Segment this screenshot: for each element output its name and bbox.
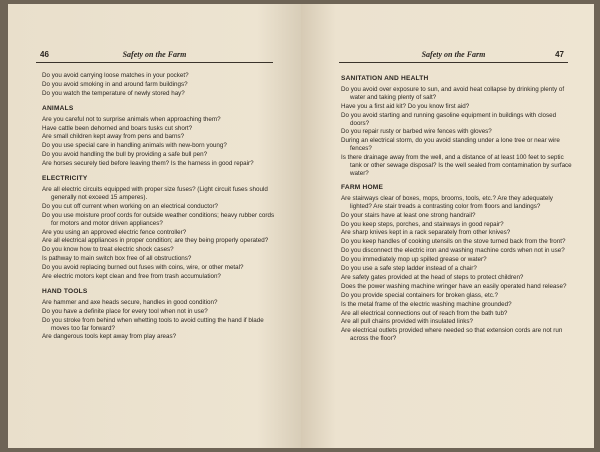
list-item: During an electrical storm, do you avoid standing under a lone tree or near wire fences? (341, 137, 560, 153)
right-page-header (339, 48, 568, 63)
list-item: Does the power washing machine wringer have an easily operated hand release? (341, 282, 567, 290)
list-item: Do you provide special containers for broken glass, etc.? (341, 291, 499, 299)
left-page-content (42, 72, 279, 342)
section-heading-hand-tools: HAND TOOLS (42, 287, 88, 295)
list-item: Do you avoid over exposure to sun, and avoid heat collapse by drinking plenty of water and taking plenty of salt? (341, 85, 565, 101)
list-item: Is pathway to main switch box free of all obstructions? (42, 255, 192, 263)
list-item: Are sharp knives kept in a rack separately from other knives? (341, 229, 511, 237)
running-title: Safety on the Farm (122, 50, 187, 59)
list-item: Do you stroke from behind when whetting tools to avoid cutting the hand if blade moves too far forward? (42, 316, 264, 332)
list-item: Is the metal frame of the electric washing machine grounded? (341, 300, 512, 308)
list-item: Are safety gates provided at the head of steps to protect children? (341, 273, 524, 281)
list-item: Do you use a safe step ladder instead of a chair? (341, 265, 477, 273)
page-number: 47 (555, 50, 564, 59)
left-page-header (36, 48, 273, 63)
list-item: Do you watch the temperature of newly stored hay? (42, 89, 185, 97)
list-item: Are electric motors kept clean and free from trash accumulation? (42, 273, 221, 281)
list-item: Are horses securely tied before leaving them? Is the harness in good repair? (42, 160, 254, 168)
list-item: Do you keep handles of cooking utensils on the stove turned back from the front? (341, 238, 566, 246)
book-spread (8, 4, 594, 448)
list-item: Do your stairs have at least one strong handrail? (341, 211, 476, 219)
right-page-content (341, 75, 572, 344)
list-item: Do you have a definite place for every tool when not in use? (42, 307, 208, 315)
list-item: Are stairways clear of boxes, mops, brooms, tools, etc.? Are they adequately lighted? Are stair treads a contrasting color from floors and landings? (341, 194, 553, 210)
list-item: Are electrical outlets provided where needed so that extension cords are not run across the floor? (341, 327, 563, 343)
page-number: 46 (40, 50, 49, 59)
list-item: Do you keep steps, porches, and stairways in good repair? (341, 220, 504, 228)
list-item: Have you a first aid kit? Do you know first aid? (341, 102, 470, 110)
list-item: Are hammer and axe heads secure, handles in good condition? (42, 298, 218, 306)
list-item: Are all electrical connections out of reach from the bath tub? (341, 309, 508, 317)
list-item: Do you use special care in handling animals with new-born young? (42, 142, 227, 150)
list-item: Do you disconnect the electric iron and washing machine cords when not in use? (341, 247, 565, 255)
list-item: Are dangerous tools kept away from play areas? (42, 333, 177, 341)
list-item: Have cattle been dehorned and boars tusks cut short? (42, 124, 193, 132)
section-heading-animals: ANIMALS (42, 104, 74, 112)
list-item: Is there drainage away from the well, and a distance of at least 100 feet to septic tank or other sewage disposal? Is the well sealed from contamination by surface water? (341, 154, 572, 177)
list-item: Do you avoid handling the bull by providing a safe bull pen? (42, 151, 208, 159)
list-item: Are you using an approved electric fence controller? (42, 228, 187, 236)
list-item: Do you use moisture proof cords for outside weather conditions; heavy rubber cords for motors and motor driven appliances? (42, 211, 275, 227)
list-item: Are all electrical appliances in proper condition; are they being properly operated? (42, 237, 269, 245)
section-heading-farm-home: FARM HOME (341, 183, 384, 191)
list-item: Are all pull chains provided with insulated links? (341, 318, 474, 326)
list-item: Do you immediately mop up spilled grease or water? (341, 256, 487, 264)
section-heading-sanitation-and-health: SANITATION AND HEALTH (341, 75, 429, 82)
list-item: Are small children kept away from pens and barns? (42, 133, 185, 141)
running-title: Safety on the Farm (421, 50, 486, 59)
list-item: Do you cut off current when working on an electrical conductor? (42, 202, 219, 210)
left-page (8, 4, 301, 448)
list-item: Do you avoid replacing burned out fuses with coins, wire, or other metal? (42, 264, 244, 272)
section-heading-electricity: ELECTRICITY (42, 175, 88, 183)
list-item: Do you repair rusty or barbed wire fences with gloves? (341, 128, 492, 136)
list-item: Do you avoid carrying loose matches in your pocket? (42, 72, 189, 79)
list-item: Are all electric circuits equipped with proper size fuses? (Light circuit fuses should generally not exceed 15 amperes). (42, 185, 268, 201)
list-item: Do you avoid starting and running gasoline equipment in buildings with closed doors? (341, 111, 557, 127)
right-page (301, 4, 594, 448)
list-item: Do you avoid smoking in and around farm buildings? (42, 80, 188, 88)
list-item: Do you know how to treat electric shock cases? (42, 246, 174, 254)
list-item: Are you careful not to surprise animals when approaching them? (42, 115, 221, 123)
